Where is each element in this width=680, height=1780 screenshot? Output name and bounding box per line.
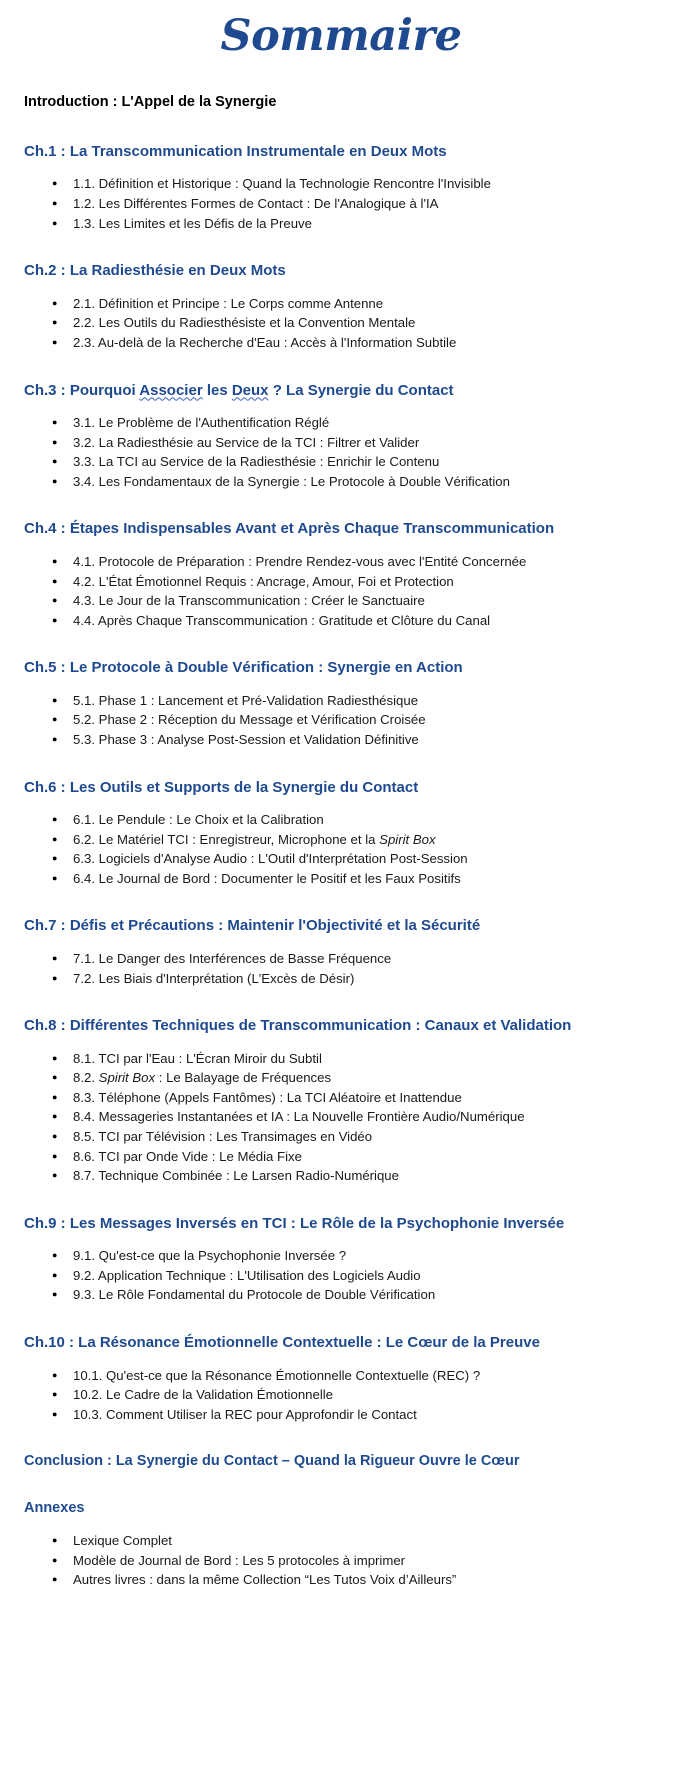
- spellcheck-word-deux: Deux: [231, 381, 269, 399]
- chapter-heading-ch5: Ch.5 : Le Protocole à Double Vérification : Synergie en Action: [24, 659, 463, 677]
- list-item[interactable]: ● 10.1. Qu'est-ce que la Résonance Émotionnelle Contextuelle (REC) ?: [51, 1366, 662, 1386]
- list-item[interactable]: ● 9.3. Le Rôle Fondamental du Protocole de Double Vérification: [51, 1285, 662, 1305]
- list-item[interactable]: ● 6.1. Le Pendule : Le Choix et la Calibration: [51, 810, 662, 830]
- list-item[interactable]: ● 8.5. TCI par Télévision : Les Transimages en Vidéo: [51, 1127, 662, 1147]
- conclusion-heading: Conclusion : La Synergie du Contact – Quand la Rigueur Ouvre le Cœur: [24, 1453, 520, 1470]
- list-item[interactable]: [51, 830, 662, 850]
- list-item-text: 6.2. Le Matériel TCI : Enregistreur, Microphone et la: [73, 831, 380, 847]
- chapter-items-ch6: [20, 810, 662, 888]
- spacer: [20, 1233, 662, 1246]
- list-item[interactable]: ● 3.3. La TCI au Service de la Radiesthésie : Enrichir le Contenu: [51, 452, 662, 472]
- spacer: [20, 353, 662, 381]
- list-item[interactable]: ● 4.2. L'État Émotionnel Requis : Ancrage, Amour, Foi et Protection: [51, 572, 662, 592]
- section-ch6: [20, 778, 662, 889]
- spacer: [20, 539, 662, 552]
- chapter-heading-ch6: Ch.6 : Les Outils et Supports de la Synergie du Contact: [24, 778, 419, 796]
- chapter-items-ch3: [20, 413, 662, 491]
- section-annexes: [20, 1499, 662, 1590]
- italic-term-spirit-box: Spirit Box: [98, 1070, 156, 1086]
- italic-term-spirit-box: Spirit Box: [379, 831, 436, 847]
- chapter-heading-ch3: [24, 381, 662, 401]
- spacer: [20, 112, 662, 142]
- spacer: [20, 1353, 662, 1366]
- list-item[interactable]: ● 1.1. Définition et Historique : Quand la Technologie Rencontre l'Invisible: [51, 174, 662, 194]
- list-item[interactable]: ● 4.3. Le Jour de la Transcommunication : Créer le Sanctuaire: [51, 591, 662, 611]
- list-item[interactable]: ● 5.3. Phase 3 : Analyse Post-Session et Validation Définitive: [51, 730, 662, 750]
- list-item[interactable]: ● 8.4. Messageries Instantanées et IA : La Nouvelle Frontière Audio/Numérique: [51, 1107, 662, 1127]
- introduction-heading: Introduction : L'Appel de la Synergie: [24, 94, 277, 111]
- chapter-items-ch2: [20, 294, 662, 353]
- list-item[interactable]: ● 1.2. Les Différentes Formes de Contact : De l'Analogique à l'IA: [51, 194, 662, 214]
- section-ch4: [20, 519, 662, 630]
- chapter-heading-ch7: Ch.7 : Défis et Précautions : Maintenir l'Objectivité et la Sécurité: [24, 917, 481, 935]
- list-item[interactable]: ● 3.2. La Radiesthésie au Service de la TCI : Filtrer et Valider: [51, 433, 662, 453]
- spacer: [20, 1305, 662, 1333]
- chapter-items-ch7: [20, 949, 662, 988]
- list-item[interactable]: ● 2.3. Au-delà de la Recherche d'Eau : Accès à l'Information Subtile: [51, 333, 662, 353]
- list-item[interactable]: ● 5.2. Phase 2 : Réception du Message et Vérification Croisée: [51, 710, 662, 730]
- section-conclusion: [20, 1452, 662, 1471]
- annexes-heading: Annexes: [24, 1500, 85, 1517]
- chapter-heading-part: Ch.3 : Pourquoi: [24, 381, 140, 399]
- spacer: [20, 797, 662, 810]
- list-item[interactable]: ● Lexique Complet: [51, 1531, 662, 1551]
- list-item[interactable]: [51, 1068, 662, 1088]
- section-ch1: [20, 142, 662, 233]
- section-ch7: [20, 916, 662, 988]
- spacer: [20, 281, 662, 294]
- section-ch8: [20, 1016, 662, 1186]
- chapter-items-ch1: [20, 174, 662, 233]
- list-item[interactable]: ● Modèle de Journal de Bord : Les 5 protocoles à imprimer: [51, 1551, 662, 1571]
- chapter-heading-part: les: [202, 381, 232, 399]
- spacer: [20, 1036, 662, 1049]
- chapter-heading-ch10: Ch.10 : La Résonance Émotionnelle Contextuelle : Le Cœur de la Preuve: [24, 1334, 540, 1352]
- section-ch9: [20, 1214, 662, 1305]
- list-item-text: 8.2.: [73, 1070, 99, 1086]
- list-item[interactable]: ● 5.1. Phase 1 : Lancement et Pré-Validation Radiesthésique: [51, 691, 662, 711]
- section-ch3: [20, 381, 662, 492]
- list-item[interactable]: ● 2.1. Définition et Principe : Le Corps comme Antenne: [51, 294, 662, 314]
- chapter-items-ch8: [20, 1049, 662, 1186]
- spacer: [20, 988, 662, 1016]
- spacer: [20, 1424, 662, 1452]
- spacer: [20, 678, 662, 691]
- spacer: [20, 630, 662, 658]
- list-item[interactable]: ● 4.4. Après Chaque Transcommunication : Gratitude et Clôture du Canal: [51, 611, 662, 631]
- list-item[interactable]: ● Autres livres : dans la même Collection “Les Tutos Voix d’Ailleurs”: [51, 1570, 662, 1590]
- chapter-items-ch9: [20, 1246, 662, 1305]
- chapter-heading-ch8: Ch.8 : Différentes Techniques de Transcommunication : Canaux et Validation: [24, 1017, 572, 1035]
- section-ch10: [20, 1333, 662, 1424]
- spacer: [20, 1471, 662, 1499]
- spacer: [20, 750, 662, 778]
- list-item[interactable]: ● 6.4. Le Journal de Bord : Documenter le Positif et les Faux Positifs: [51, 869, 662, 889]
- annexes-items: [20, 1531, 662, 1590]
- spacer: [20, 400, 662, 413]
- list-item[interactable]: ● 4.1. Protocole de Préparation : Prendre Rendez-vous avec l'Entité Concernée: [51, 552, 662, 572]
- spacer: [20, 936, 662, 949]
- list-item[interactable]: ● 8.3. Téléphone (Appels Fantômes) : La TCI Aléatoire et Inattendue: [51, 1088, 662, 1108]
- list-item[interactable]: ● 7.1. Le Danger des Interférences de Basse Fréquence: [51, 949, 662, 969]
- list-item[interactable]: ● 10.2. Le Cadre de la Validation Émotionnelle: [51, 1385, 662, 1405]
- list-item[interactable]: ● 10.3. Comment Utiliser la REC pour Approfondir le Contact: [51, 1405, 662, 1425]
- list-item[interactable]: ● 1.3. Les Limites et les Défis de la Preuve: [51, 214, 662, 234]
- spacer: [20, 1518, 662, 1531]
- list-item[interactable]: ● 8.6. TCI par Onde Vide : Le Média Fixe: [51, 1147, 662, 1167]
- list-item[interactable]: ● 6.3. Logiciels d'Analyse Audio : L'Outil d'Interprétation Post-Session: [51, 849, 662, 869]
- list-item[interactable]: ● 8.1. TCI par l'Eau : L'Écran Miroir du Subtil: [51, 1049, 662, 1069]
- chapter-heading-part: ? La Synergie du Contact: [268, 381, 454, 399]
- list-item[interactable]: ● 3.4. Les Fondamentaux de la Synergie : Le Protocole à Double Vérification: [51, 472, 662, 492]
- list-item[interactable]: ● 2.2. Les Outils du Radiesthésiste et la Convention Mentale: [51, 313, 662, 333]
- chapter-items-ch10: [20, 1366, 662, 1425]
- spacer: [20, 888, 662, 916]
- spellcheck-word-associer: Associer: [139, 381, 203, 399]
- chapter-heading-ch4: Ch.4 : Étapes Indispensables Avant et Après Chaque Transcommunication: [24, 520, 555, 538]
- spacer: [20, 491, 662, 519]
- section-introduction: [20, 93, 662, 112]
- list-item[interactable]: ● 3.1. Le Problème de l'Authentification Réglé: [51, 413, 662, 433]
- page-title: Sommaire: [220, 11, 462, 61]
- chapter-heading-ch9: Ch.9 : Les Messages Inversés en TCI : Le Rôle de la Psychophonie Inversée: [24, 1214, 565, 1232]
- spacer: [20, 161, 662, 174]
- section-ch5: [20, 658, 662, 749]
- list-item[interactable]: ● 9.2. Application Technique : L'Utilisation des Logiciels Audio: [51, 1266, 662, 1286]
- spacer: [20, 233, 662, 261]
- spacer: [20, 1186, 662, 1214]
- chapter-items-ch5: [20, 691, 662, 750]
- list-item[interactable]: ● 8.7. Technique Combinée : Le Larsen Radio-Numérique: [51, 1166, 662, 1186]
- chapter-heading-ch1: Ch.1 : La Transcommunication Instrumentale en Deux Mots: [24, 142, 447, 160]
- list-item[interactable]: ● 7.2. Les Biais d'Interprétation (L'Excès de Désir): [51, 969, 662, 989]
- chapter-items-ch4: [20, 552, 662, 630]
- section-ch2: [20, 261, 662, 352]
- chapter-heading-ch2: Ch.2 : La Radiesthésie en Deux Mots: [24, 262, 286, 280]
- list-item-text: : Le Balayage de Fréquences: [155, 1070, 332, 1086]
- list-item[interactable]: ● 9.1. Qu'est-ce que la Psychophonie Inversée ?: [51, 1246, 662, 1266]
